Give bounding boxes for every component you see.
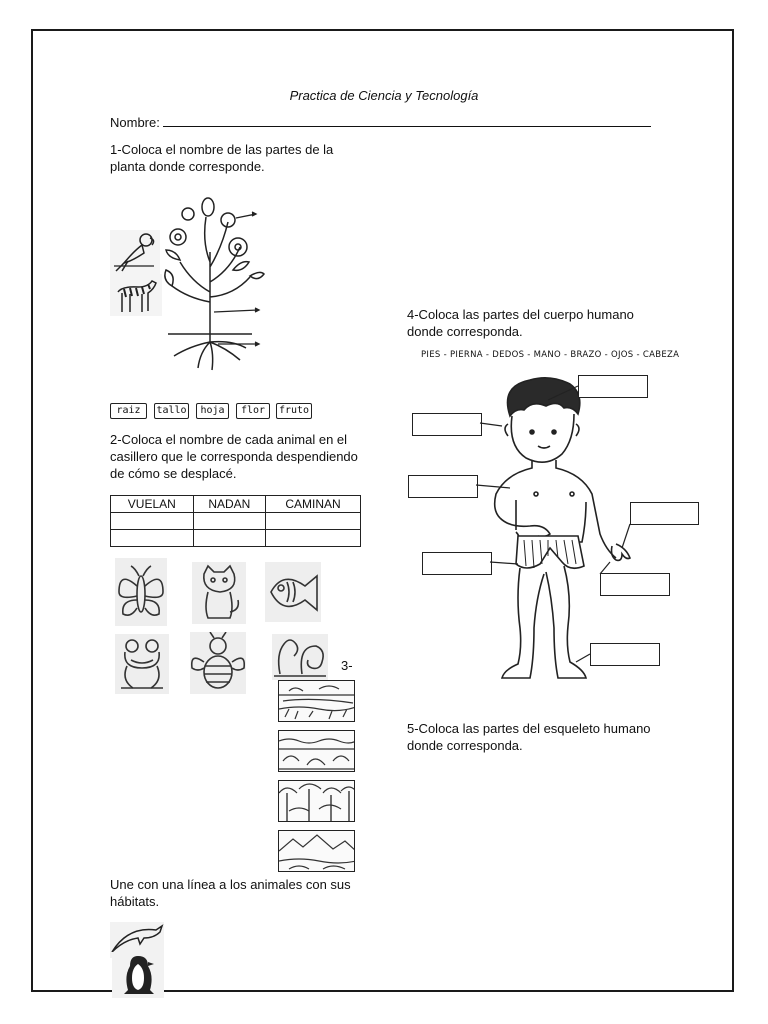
table-row[interactable] — [111, 513, 361, 530]
polar-icon — [279, 831, 355, 872]
savanna-icon — [279, 681, 355, 722]
cell[interactable] — [266, 513, 361, 530]
name-label: Nombre: — [110, 115, 160, 130]
header-vuelan: VUELAN — [111, 496, 194, 513]
habitat-ocean — [278, 730, 355, 772]
header-caminan: CAMINAN — [266, 496, 361, 513]
connector-lines — [400, 370, 710, 670]
word-flor: flor — [236, 403, 270, 419]
header-nadan: NADAN — [193, 496, 265, 513]
page-title: Practica de Ciencia y Tecnología — [289, 88, 479, 103]
body-word-bank: PIES - PIERNA - DEDOS - MANO - BRAZO - OJOS - CABEZA — [421, 350, 680, 360]
cat-icon — [192, 562, 246, 624]
plant-icon — [158, 192, 268, 374]
question-3-number: 3- — [341, 658, 353, 673]
word-fruto: fruto — [276, 403, 312, 419]
penguin-icon — [112, 952, 164, 998]
table-row[interactable] — [111, 530, 361, 547]
question-1: 1-Coloca el nombre de las partes de la planta donde corresponde. — [110, 142, 334, 174]
cell[interactable] — [111, 530, 194, 547]
cell[interactable] — [266, 530, 361, 547]
jungle-icon — [279, 781, 355, 822]
habitat-savanna — [278, 680, 355, 722]
ocean-icon — [279, 731, 355, 772]
question-5: 5-Coloca las partes del esqueleto humano donde corresponda. — [407, 721, 651, 753]
word-raiz: raiz — [110, 403, 147, 419]
frog-icon — [115, 634, 169, 694]
snail-icon — [272, 634, 328, 680]
parrot-icon — [110, 230, 160, 276]
habitat-polar — [278, 830, 355, 872]
butterfly-icon — [115, 558, 167, 626]
habitat-jungle — [278, 780, 355, 822]
animal-movement-table — [110, 495, 361, 547]
question-3-instruction: Une con una línea a los animales con sus hábitats. — [110, 877, 351, 909]
cell[interactable] — [193, 530, 265, 547]
question-4: 4-Coloca las partes del cuerpo humano donde corresponda. — [407, 307, 634, 339]
zebra-icon — [110, 274, 162, 316]
word-hoja: hoja — [196, 403, 229, 419]
question-2: 2-Coloca el nombre de cada animal en el casillero que le corresponda despendiendo de cómo se desplacé. — [110, 432, 358, 481]
cell[interactable] — [193, 513, 265, 530]
cell[interactable] — [111, 513, 194, 530]
fish-icon — [265, 562, 321, 622]
bee-icon — [190, 632, 246, 694]
name-underline[interactable] — [163, 114, 651, 127]
word-tallo: tallo — [154, 403, 189, 419]
name-field[interactable] — [110, 114, 651, 131]
table-header-row — [111, 496, 361, 513]
